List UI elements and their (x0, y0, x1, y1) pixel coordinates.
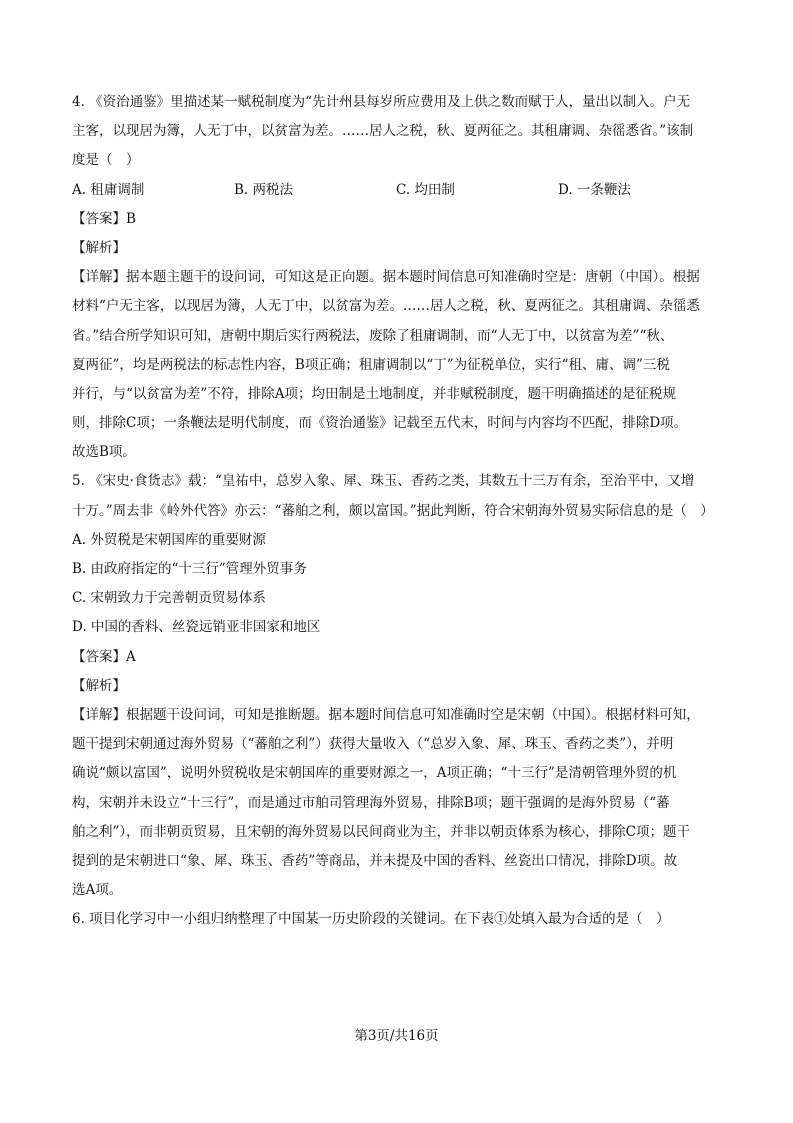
q5-option-d: D. 中国的香料、丝瓷远销亚非国家和地区 (72, 619, 321, 636)
q4-detail-line: 故选B项。 (72, 444, 136, 461)
q4-detail-line: 【详解】据本题主题干的设问词，可知这是正向题。据本题时间信息可知准确时空是：唐朝（中国）。根据 (72, 269, 700, 286)
q4-detail-line: 省。”结合所学知识可知，唐朝中期后实行两税法，废除了租庸调制，而“人无丁中，以贫富为差”“秋、 (72, 327, 674, 344)
q4-stem-line: 度是（ ） (72, 152, 140, 169)
q5-detail-line: 选A项。 (72, 882, 123, 899)
q4-detail-line: 夏两征”，均是两税法的标志性内容，B项正确；租庸调制以“丁”为征税单位，实行“租、庸、调”三税 (72, 356, 670, 373)
q4-stem-line: 4. 《资治通鉴》里描述某一赋税制度为“先计州县每岁所应费用及上供之数而赋于人，量出以制入。户无 (72, 94, 691, 110)
q5-detail-line: 【详解】根据题干设问词，可知是推断题。据本题时间信息可知准确时空是宋朝（中国）。根据材料可知， (72, 706, 700, 723)
q5-answer: 【答案】A (72, 648, 136, 665)
question-5 (72, 467, 722, 905)
q5-option-c: C. 宋朝致力于完善朝贡贸易体系 (72, 590, 266, 607)
q4-detail-line: 并行，与“以贫富为差”不符，排除A项；均田制是土地制度，并非赋税制度，题干明确描述的是征税规 (72, 385, 677, 402)
q5-detail-line: 提到的是宋朝进口“象、犀、珠玉、香药”等商品，并未提及中国的香料、丝瓷出口情况，排除D项。故 (72, 852, 678, 869)
q5-option-b: B. 由政府指定的“十三行”管理外贸事务 (72, 561, 307, 577)
q4-options (72, 176, 722, 205)
q4-stem-line: 主客，以现居为簿，人无丁中，以贫富为差。……居人之税，秋、夏两征之。其租庸调、杂徭悉省。”该制 (72, 123, 694, 140)
question-6 (72, 905, 722, 934)
q4-option-a: A. 租庸调制 (72, 181, 145, 198)
q5-stem-line: 5. 《宋史·食货志》载：“皇祐中，总岁入象、犀、珠玉、香药之类，其数五十三万有余，至治平中，又增 (72, 473, 695, 490)
q5-option-a: A. 外贸税是宋朝国库的重要财源 (72, 531, 266, 548)
q5-stem-line: 十万。”周去非《岭外代答》亦云：“蕃舶之利，颇以富国。”据此判断，符合宋朝海外贸易实际信息的是（ ） (72, 502, 714, 519)
q5-detail-line: 确说“颇以富国”，说明外贸税收是宋朝国库的重要财源之一，A项正确；“十三行”是清朝管理外贸的机 (72, 765, 677, 782)
q4-answer: 【答案】B (72, 210, 136, 227)
page-footer: 第3页/共16页 (354, 1028, 439, 1044)
q4-option-b: B. 两税法 (234, 181, 294, 198)
q6-stem-line: 6. 项目化学习中一小组归纳整理了中国某一历史阶段的关键词。在下表①处填入最为合适的是（ ） (72, 911, 670, 928)
document-page (72, 88, 722, 934)
q4-detail-line: 材料“户无主客，以现居为簿，人无丁中，以贫富为差。……居人之税，秋、夏两征之。其租庸调、杂徭悉 (72, 298, 700, 315)
q5-detail-line: 构，宋朝并未设立“十三行”，而是通过市舶司管理海外贸易，排除B项；题干强调的是海外贸易（“蕃 (72, 794, 670, 811)
q4-option-c: C. 均田制 (396, 181, 455, 198)
q5-detail-line: 舶之利”），而非朝贡贸易，且宋朝的海外贸易以民间商业为主，并非以朝贡体系为核心，排除C项；题干 (72, 823, 690, 840)
q4-analysis-label: 【解析】 (72, 239, 126, 256)
q5-analysis-label: 【解析】 (72, 677, 126, 694)
question-4 (72, 88, 722, 467)
q4-detail-line: 则，排除C项；一条鞭法是明代制度，而《资治通鉴》记载至五代末，时间与内容均不匹配，排除D项。 (72, 415, 688, 432)
q4-option-d: D. 一条鞭法 (558, 181, 631, 198)
q5-detail-line: 题干提到宋朝通过海外贸易（“蕃舶之利”）获得大量收入（“总岁入象、犀、珠玉、香药之类”），并明 (72, 736, 674, 753)
